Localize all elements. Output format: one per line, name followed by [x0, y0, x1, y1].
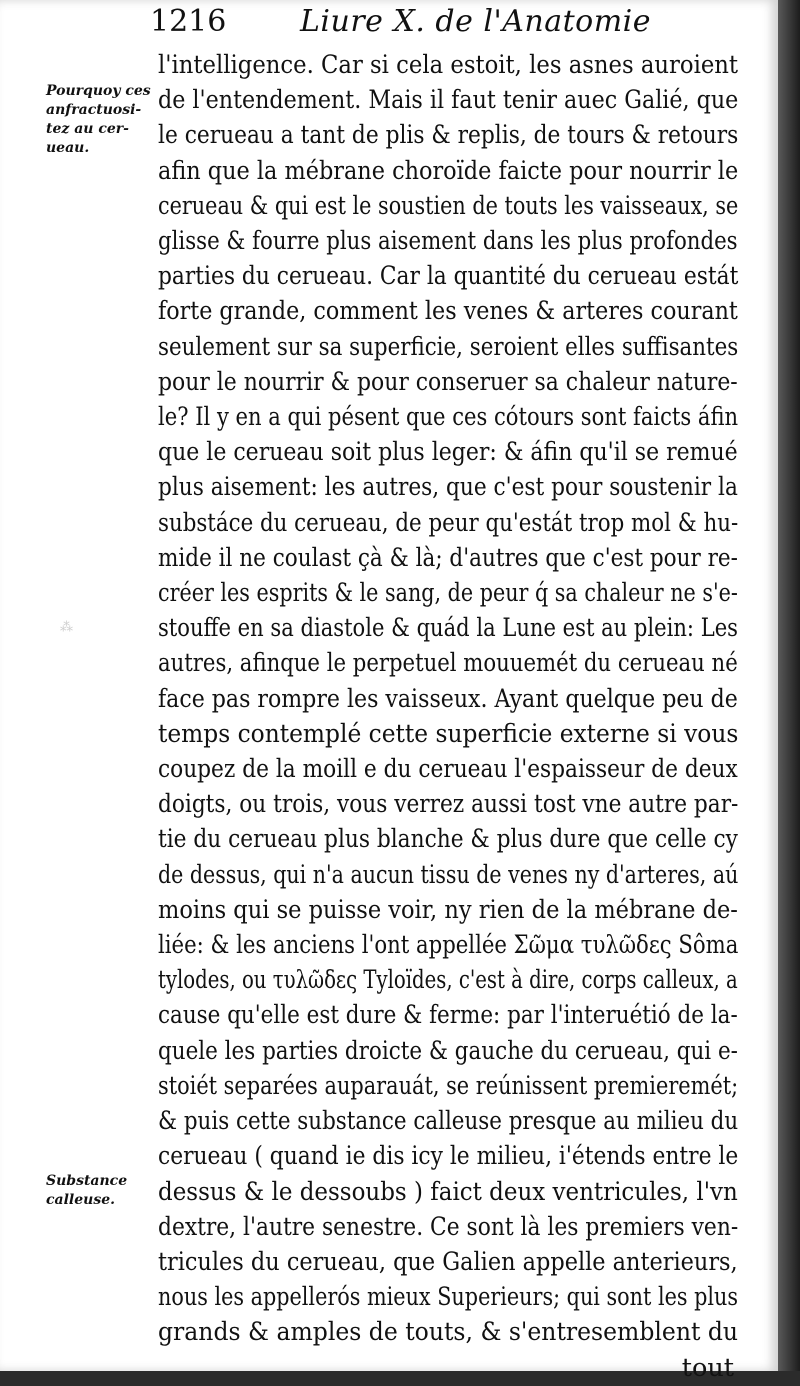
margin-note-line: tez au cer-: [46, 121, 129, 137]
text-line: doigts, ou trois, vous verrez aussi tost vne autre par-: [158, 789, 739, 820]
text-line: face pas rompre les vaisseux. Ayant quelque peu de: [158, 683, 738, 714]
margin-note-substance-calleuse: [46, 1172, 146, 1210]
margin-note-line: Pourquoy ces: [46, 83, 151, 99]
text-line: glisse & fourre plus aisement dans les plus profondes: [158, 226, 738, 257]
text-line: coupez de la moill e du cerueau l'espaisseur de deux: [158, 754, 738, 785]
text-line: pour le nourrir & pour conseruer sa chaleur nature-: [158, 366, 738, 397]
page-header: [150, 4, 710, 39]
text-line: cause qu'elle est dure & ferme: par l'interuétió de la-: [158, 1000, 738, 1031]
margin-note-anfractuosities: [46, 82, 151, 158]
margin-note-line: Substance: [46, 1173, 128, 1189]
text-line: le cerueau a tant de plis & replis, de tours & retours: [158, 120, 739, 151]
text-line: tylodes, ou τυλῶδες Tyloïdes, c'est à dire, corps calleux, a: [158, 965, 738, 996]
margin-note-line: ueau.: [46, 140, 90, 156]
text-line: quele les parties droicte & gauche du cerueau, qui e-: [158, 1035, 738, 1066]
text-line catchword: tout: [681, 1352, 734, 1383]
text-line: plus aisement: les autres, que c'est pour soustenir la: [158, 472, 738, 503]
text-line: autres, afinque le perpetuel mouuemét du cerueau né: [158, 648, 738, 679]
text-line: créer les esprits & le sang, de peur q́ sa chaleur ne s'e-: [158, 578, 738, 609]
text-line: dessus & le dessoubs ) faict deux ventricules, l'vn: [158, 1176, 738, 1207]
body-text: [158, 48, 738, 1386]
text-line: & puis cette substance calleuse presque au milieu du: [158, 1106, 739, 1137]
text-line: que le cerueau soit plus leger: & áfin qu'il se remué: [158, 437, 738, 468]
text-line: substáce du cerueau, de peur qu'estát trop mol & hu-: [158, 507, 739, 538]
text-line: nous les appellerós mieux Superieurs; qui sont les plus: [158, 1282, 739, 1313]
text-line: de l'entendement. Mais il faut tenir auec Galié, que: [158, 85, 739, 116]
text-line: moins qui se puisse voir, ny rien de la mébrane de-: [158, 894, 738, 925]
text-line: seulement sur sa superficie, seroient elles suffisantes: [158, 331, 739, 362]
text-line: de dessus, qui n'a aucun tissu de venes ny d'arteres, aú: [158, 859, 739, 890]
text-line: liée: & les anciens l'ont appellée Σῶμα τυλῶδες Sôma: [158, 930, 739, 961]
text-line: tricules du cerueau, que Galien appelle anterieurs,: [158, 1246, 738, 1277]
page-edge-shadow: [778, 0, 800, 1371]
running-title: Liure X. de l'Anatomie: [300, 4, 652, 39]
text-line: tie du cerueau plus blanche & plus dure que celle cy: [158, 824, 738, 855]
text-line: afin que la mébrane choroïde faicte pour nourrir le: [158, 155, 739, 186]
text-line: forte grande, comment les venes & arteres courant: [158, 296, 738, 327]
text-line: stoiét separées auparauát, se reúnissent premieremét;: [158, 1070, 739, 1101]
text-line: cerueau & qui est le soustien de touts les vaisseaux, se: [158, 190, 739, 221]
text-line: le? Il y en a qui pésent que ces cótours sont faicts áfin: [158, 402, 739, 433]
text-line: cerueau ( quand ie dis icy le milieu, i'étends entre le: [158, 1141, 739, 1172]
text-line: grands & amples de touts, & s'entresemblent du: [158, 1317, 739, 1348]
text-line: parties du cerueau. Car la quantité du cerueau estát: [158, 261, 739, 292]
margin-note-line: anfractuosi-: [46, 102, 142, 118]
bleed-through-mark: ⁂: [60, 620, 73, 635]
text-line: dextre, l'autre senestre. Ce sont là les premiers ven-: [158, 1211, 739, 1242]
text-line: stouffe en sa diastole & quád la Lune est au plein: Les: [158, 613, 738, 644]
text-line: mide il ne coulast çà & là; d'autres que c'est pour re-: [158, 542, 738, 573]
text-line: l'intelligence. Car si cela estoit, les asnes auroient: [158, 50, 739, 80]
margin-note-line: calleuse.: [46, 1192, 115, 1208]
text-line: temps contemplé cette superficie externe si vous: [158, 718, 739, 749]
page-number: 1216: [150, 4, 227, 39]
